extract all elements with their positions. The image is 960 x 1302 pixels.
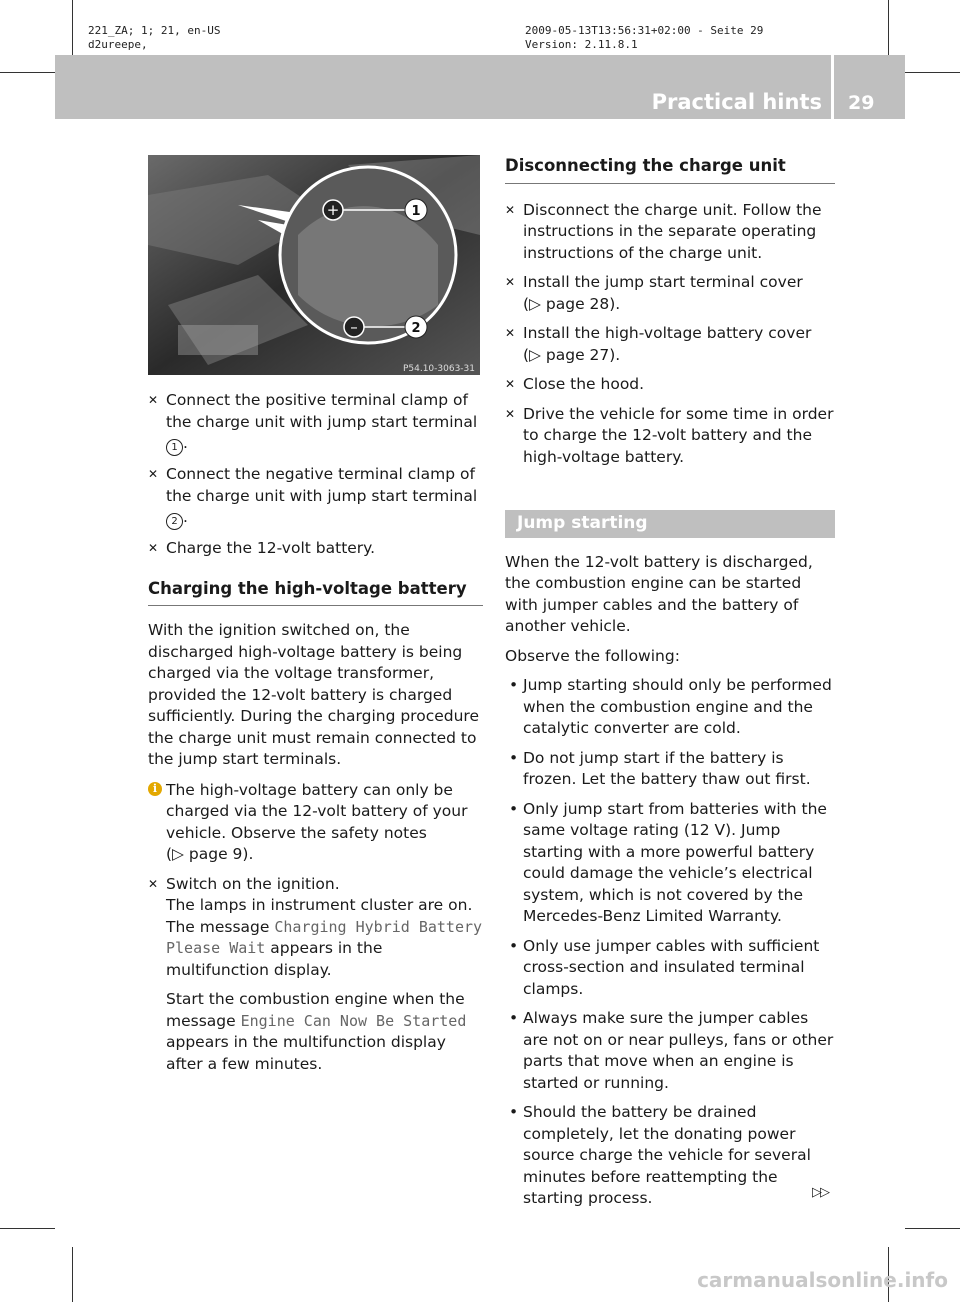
step-text: Close the hood. <box>523 375 645 393</box>
crop-mark <box>72 1247 73 1302</box>
figure-callout-2: 2 <box>411 321 421 336</box>
step-text: appears in the multifunction display. <box>166 939 383 979</box>
step-title: Switch on the ignition. <box>166 874 340 893</box>
step-item <box>505 323 835 366</box>
crop-mark <box>72 0 73 55</box>
callout-ref-2: 2 <box>166 513 183 530</box>
charging-paragraph: With the ignition switched on, the discharged high-voltage battery is being charged via the voltage transformer, provided the 12-volt battery is charged sufficiently. During the charging procedure the charge unit must remain connected to the jump start terminals. <box>148 621 479 768</box>
crop-mark <box>905 72 960 73</box>
step-item <box>148 390 483 456</box>
page-reference: (▷ page 28). <box>523 294 621 313</box>
step-arrow-icon: ✕ <box>505 202 516 217</box>
step-text: Connect the positive terminal clamp of the charge unit with jump start terminal <box>166 391 478 431</box>
step-item <box>505 404 835 469</box>
bullet-text: Always make sure the jumper cables are not on or near pulleys, fans or other parts that move when an engine is started or running. <box>523 1009 834 1092</box>
jump-intro: When the 12-volt battery is discharged, the combustion engine can be started with jumper cables and the battery of another vehicle. <box>505 552 813 635</box>
print-meta-right <box>525 24 763 52</box>
page-number: 29 <box>848 92 875 114</box>
display-message: Charging Hybrid Battery Please Wait <box>166 917 483 957</box>
step-text: Start the combustion engine when the message <box>166 990 465 1030</box>
callout-ref-1: 1 <box>166 439 183 456</box>
step-arrow-icon: ✕ <box>505 326 516 340</box>
step-item <box>148 464 483 530</box>
crop-mark <box>888 0 889 55</box>
section-heading-charging: Charging the high-voltage battery <box>148 578 483 607</box>
plus-label: + <box>326 201 340 219</box>
meta-right-line1: 2009-05-13T13:56:31+02:00 - Seite 29 <box>525 24 764 37</box>
minus-label: – <box>350 318 358 336</box>
bullet-icon: • <box>509 1103 519 1121</box>
step-text: Drive the vehicle for some time in order to charge the 12-volt battery and the high-voltage battery. <box>523 404 834 466</box>
section-heading-disconnect: Disconnecting the charge unit <box>505 155 835 184</box>
step-text: Install the high-voltage battery cover <box>523 324 812 342</box>
step-text: Disconnect the charge unit. Follow the instructions in the separate operating instructions of the charge unit. <box>523 200 822 262</box>
bullet-item <box>505 1102 835 1210</box>
meta-right-line2: Version: 2.11.8.1 <box>525 38 638 51</box>
page-reference: (▷ page 9). <box>166 845 254 863</box>
page-reference: (▷ page 27). <box>523 345 621 364</box>
page-title: Practical hints <box>651 90 822 114</box>
bullet-item <box>505 1008 835 1094</box>
info-note <box>148 780 483 866</box>
crop-mark <box>0 72 55 73</box>
step-text-end: . <box>183 434 188 452</box>
step-arrow-icon: ✕ <box>148 467 159 481</box>
section-band-jump-starting: Jump starting <box>505 510 835 538</box>
crop-mark <box>0 1228 55 1229</box>
step-arrow-icon: ✕ <box>148 393 159 407</box>
meta-left-line1: 221_ZA; 1; 21, en-US <box>88 24 221 37</box>
step-arrow-icon: ✕ <box>505 275 516 289</box>
step-arrow-icon: ✕ <box>505 377 516 391</box>
step-text: Install the jump start terminal cover <box>523 273 803 291</box>
bullet-text: Should the battery be drained completely, let the donating power source charge the vehicle for several minutes before reattempting the starting process. <box>523 1103 811 1207</box>
print-meta-left <box>88 24 220 52</box>
bullet-text: Do not jump start if the battery is frozen. Let the battery thaw out first. <box>523 748 811 788</box>
step-item <box>148 538 483 560</box>
step-item <box>148 874 483 1076</box>
step-followup <box>166 989 483 1075</box>
bullet-icon: • <box>509 936 519 955</box>
continue-arrow-icon: ▷▷ <box>812 1185 828 1200</box>
bullet-text: Only jump start from batteries with the same voltage rating (12 V). Jump starting with a more powerful battery could damage the vehicle’s electrical system, which is not covered by the Mercedes-Benz Limited Warranty. <box>523 799 827 925</box>
bullet-item <box>505 675 835 740</box>
step-arrow-icon: ✕ <box>148 541 159 555</box>
step-item <box>505 272 835 315</box>
bullet-text: Only use jumper cables with sufficient cross-section and insulated terminal clamps. <box>523 936 820 998</box>
info-icon: i <box>148 782 162 796</box>
bullet-text: Jump starting should only be performed when the combustion engine and the catalytic converter are cold. <box>523 676 832 737</box>
step-arrow-icon: ✕ <box>505 406 516 421</box>
step-text: Charge the 12-volt battery. <box>166 539 376 557</box>
figure-code: P54.10-3063-31 <box>402 364 475 374</box>
bullet-icon: • <box>509 1009 519 1027</box>
bullet-icon: • <box>509 676 519 694</box>
crop-mark <box>905 1228 960 1229</box>
header-separator <box>831 55 834 119</box>
right-column <box>505 155 835 1218</box>
bullet-item <box>505 936 835 1001</box>
display-message: Engine Can Now Be Started <box>240 1011 467 1030</box>
bullet-item <box>505 748 835 791</box>
step-text-end: . <box>183 508 188 526</box>
bullet-item <box>505 799 835 928</box>
bullet-icon: • <box>509 748 519 767</box>
figure-callout-1: 1 <box>411 204 421 219</box>
step-arrow-icon: ✕ <box>148 876 159 891</box>
step-text: appears in the multifunction display after a few minutes. <box>166 1033 446 1073</box>
meta-left-line2: d2ureepe, <box>88 38 148 51</box>
engine-bay-figure <box>148 155 480 375</box>
step-text: Connect the negative terminal clamp of the charge unit with jump start terminal <box>166 465 478 505</box>
bullet-icon: • <box>509 799 519 818</box>
step-item <box>505 374 835 396</box>
watermark: carmanualsonline.info <box>697 1268 948 1292</box>
left-column <box>148 390 483 1083</box>
step-text: The lamps in instrument cluster are on. The message <box>166 896 473 936</box>
observe-label: Observe the following: <box>505 646 680 665</box>
step-item <box>505 200 835 265</box>
engine-bay-illustration <box>148 155 480 375</box>
info-text: The high-voltage battery can only be charged via the 12-volt battery of your vehicle. Observe the safety notes <box>166 780 468 842</box>
